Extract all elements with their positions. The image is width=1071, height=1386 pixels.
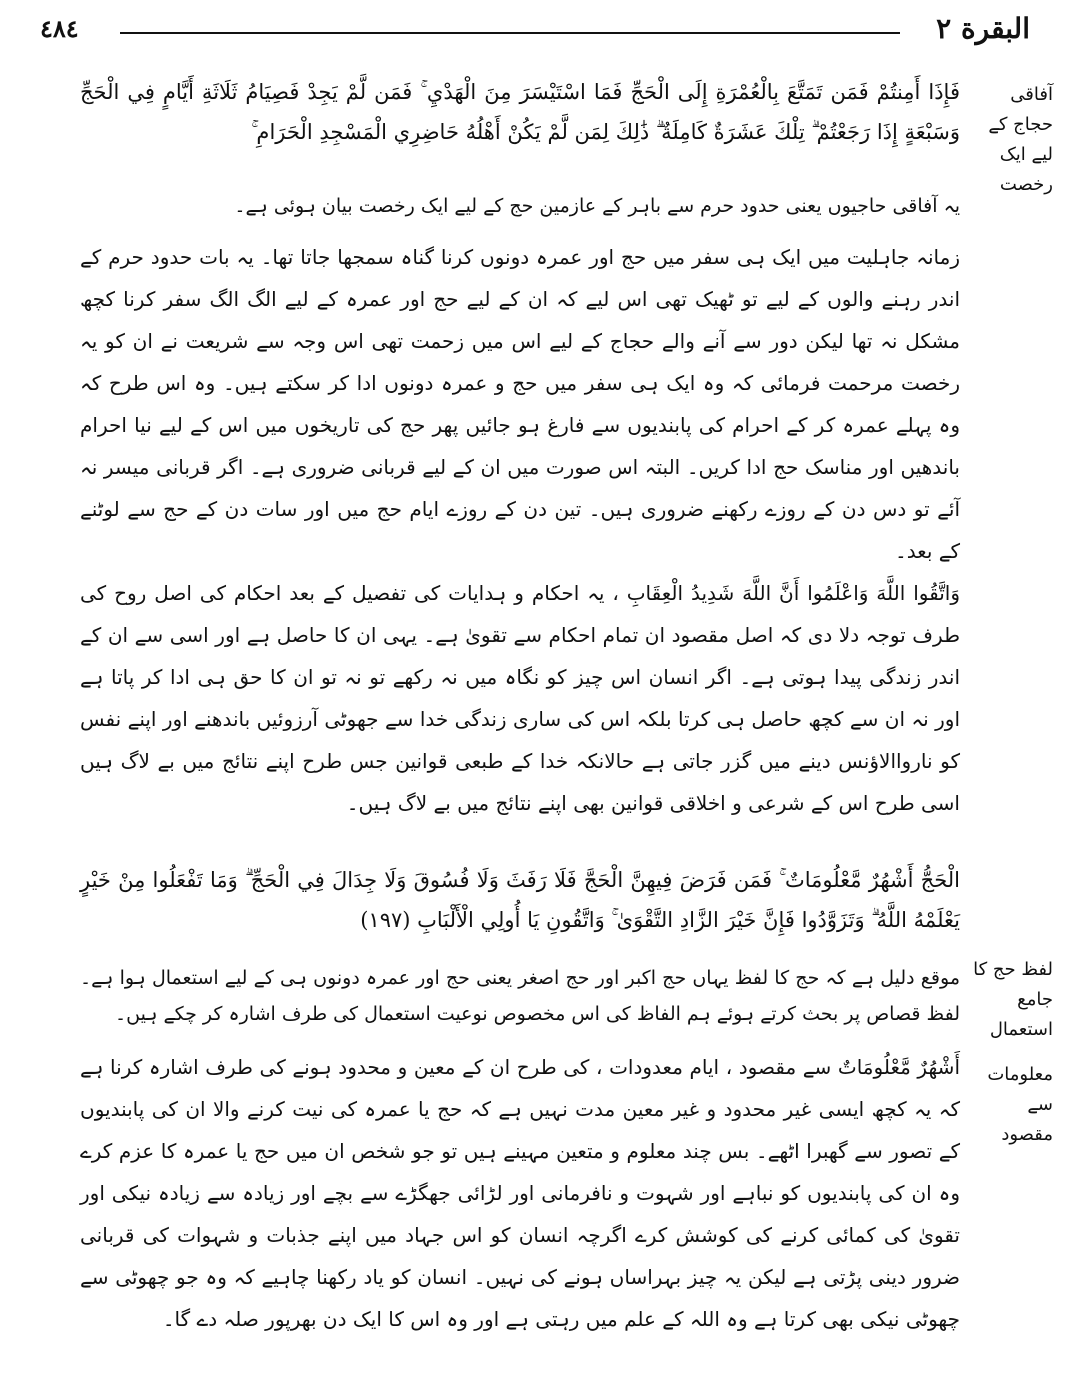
ayah-block-1: فَإِذَا أَمِنتُمْ فَمَن تَمَتَّعَ بِالْعُمْرَةِ إِلَى الْحَجِّ فَمَا اسْتَيْسَرَ مِنَ الْهَدْيِ ۚ فَمَن لَّمْ يَجِدْ فَصِيَامُ ثَلَاثَةِ أَيَّامٍ فِي الْحَجِّ وَسَبْعَةٍ إِذَا رَجَعْتُمْ ۗ تِلْكَ عَشَرَةٌ كَامِلَةٌ ۗ ذَٰلِكَ لِمَن لَّمْ يَكُنْ أَهْلُهُ حَاضِرِي الْمَسْجِدِ الْحَرَامِ ۚ bbox=[80, 80, 960, 144]
commentary-paragraph-1: زمانہ جاہلیت میں ایک ہی سفر میں حج اور عمرہ دونوں کرنا گناہ سمجھا جاتا تھا۔ یہ بات حدود حرم کے اندر رہنے والوں کے لیے تو ٹھیک تھی اس لیے کہ ان کے لیے حج اور عمرہ کے لیے الگ الگ سفر کرنا کچھ مشکل نہ تھا لیکن دور سے آنے والے حجاج کے لیے اس میں زحمت تھی اس وجہ سے شریعت نے ان کو یہ رخصت مرحمت فرمائی کہ وہ ایک ہی سفر میں حج و عمرہ دونوں ادا کر سکتے ہیں۔ وہ اس طرح کہ وہ پہلے عمرہ کر کے احرام کی پابندیوں سے فارغ ہو جائیں پھر حج کی تاریخوں میں اس کے لیے نیا احرام باندھیں اور مناسک حج ادا کریں۔ البتہ اس صورت میں ان کے لیے قربانی ضروری ہے۔ اگر قربانی میسر نہ آئے تو دس دن کے روزے رکھنے ضروری ہیں۔ تین دن کے روزے ایام حج میں اور سات دن کے حج سے لوٹنے کے بعد۔ bbox=[80, 245, 960, 563]
page-header bbox=[40, 12, 1030, 48]
margin-note-1: آفاقی حجاج کے لیے ایک رخصت bbox=[988, 84, 1053, 195]
commentary-paragraph-3: موقع دلیل ہے کہ حج کا لفظ یہاں حج اکبر اور حج اصغر یعنی حج اور عمرہ دونوں ہی کے لیے استعمال ہوا ہے۔ لفظ قصاص پر بحث کرتے ہوئے ہم الفاظ کی اس مخصوص نوعیت استعمال کی طرف اشارہ کر چکے ہیں۔ bbox=[80, 967, 960, 1025]
header-rule bbox=[120, 32, 900, 34]
margin-note-3: معلومات سے مقصود bbox=[987, 1064, 1053, 1145]
commentary-paragraph-2: وَاتَّقُوا اللَّهَ وَاعْلَمُوا أَنَّ اللَّهَ شَدِيدُ الْعِقَابِ ، یہ احکام و ہدایات کی تفصیل کے بعد احکام کی اصل روح کی طرف توجہ دلا دی کہ اصل مقصود ان تمام احکام سے تقویٰ ہے۔ یہی ان کا حاصل ہے اور اسی سے ان کے اندر زندگی پیدا ہوتی ہے۔ اگر انسان اس چیز کو نگاہ میں نہ رکھے تو نہ تو ان کا حق ہی ادا کر پاتا ہے اور نہ ان سے کچھ حاصل ہی کرتا بلکہ اس کی ساری زندگی خدا سے جھوٹی آرزوئیں باندھنے اور اپنے نفس کو نارواالاؤنس دینے میں گزر جاتی ہے حالانکہ خدا کے طبعی قوانین جس طرح اپنے نتائج میں بے لاگ ہیں اسی طرح اس کے شرعی و اخلاقی قوانین بھی اپنے نتائج میں بے لاگ ہیں۔ bbox=[80, 581, 960, 815]
page-number: ٤٨٤ bbox=[40, 14, 79, 43]
ayah-block-2: الْحَجُّ أَشْهُرٌ مَّعْلُومَاتٌ ۚ فَمَن فَرَضَ فِيهِنَّ الْحَجَّ فَلَا رَفَثَ وَلَا فُسُوقَ وَلَا جِدَالَ فِي الْحَجِّ ۗ وَمَا تَفْعَلُوا مِنْ خَيْرٍ يَعْلَمْهُ اللَّهُ ۗ وَتَزَوَّدُوا فَإِنَّ خَيْرَ الزَّادِ التَّقْوَىٰ ۚ وَاتَّقُونِ يَا أُولِي الْأَلْبَابِ (۱۹۷) bbox=[80, 868, 960, 932]
commentary-paragraph-4: أَشْهُرٌ مَّعْلُومَاتٌ سے مقصود ، ایام معدودات ، کی طرح ان کے معین و محدود ہونے کی طرف اشارہ کرنا ہے کہ یہ کچھ ایسی غیر محدود و غیر معین مدت نہیں ہے کہ حج یا عمرہ کی نیت کرنے والا ان کی پابندیوں کے تصور سے گھبرا اٹھے۔ بس چند معلوم و متعین مہینے ہیں تو جو شخص ان میں حج یا عمرہ کا عزم کرے وہ ان کی پابندیوں کو نباہے اور شہوت و نافرمانی اور لڑائی جھگڑے سے بچے اور زیادہ سے زیادہ نیکی اور تقویٰ کی کمائی کرنے کی کوشش کرے اگرچہ انسان کو اس جہاد میں اپنے جذبات و شہوات کی قربانی ضرور دینی پڑتی ہے لیکن یہ چیز بہراساں ہونے کی نہیں۔ انسان کو یاد رکھنا چاہیے کہ وہ جو چھوٹی سے چھوٹی نیکی بھی کرتا ہے وہ اللہ کے علم میں رہتی ہے اور وہ اس کا ایک دن بھرپور صلہ دے گا۔ bbox=[80, 1055, 960, 1331]
surah-title: البقرة ٢ bbox=[936, 12, 1030, 45]
margin-note-2: لفظ حج کا جامع استعمال bbox=[973, 959, 1053, 1040]
commentary-intro: یہ آفاقی حاجیوں یعنی حدود حرم سے باہر کے عازمین حج کے لیے ایک رخصت بیان ہوئی ہے۔ bbox=[234, 195, 960, 217]
